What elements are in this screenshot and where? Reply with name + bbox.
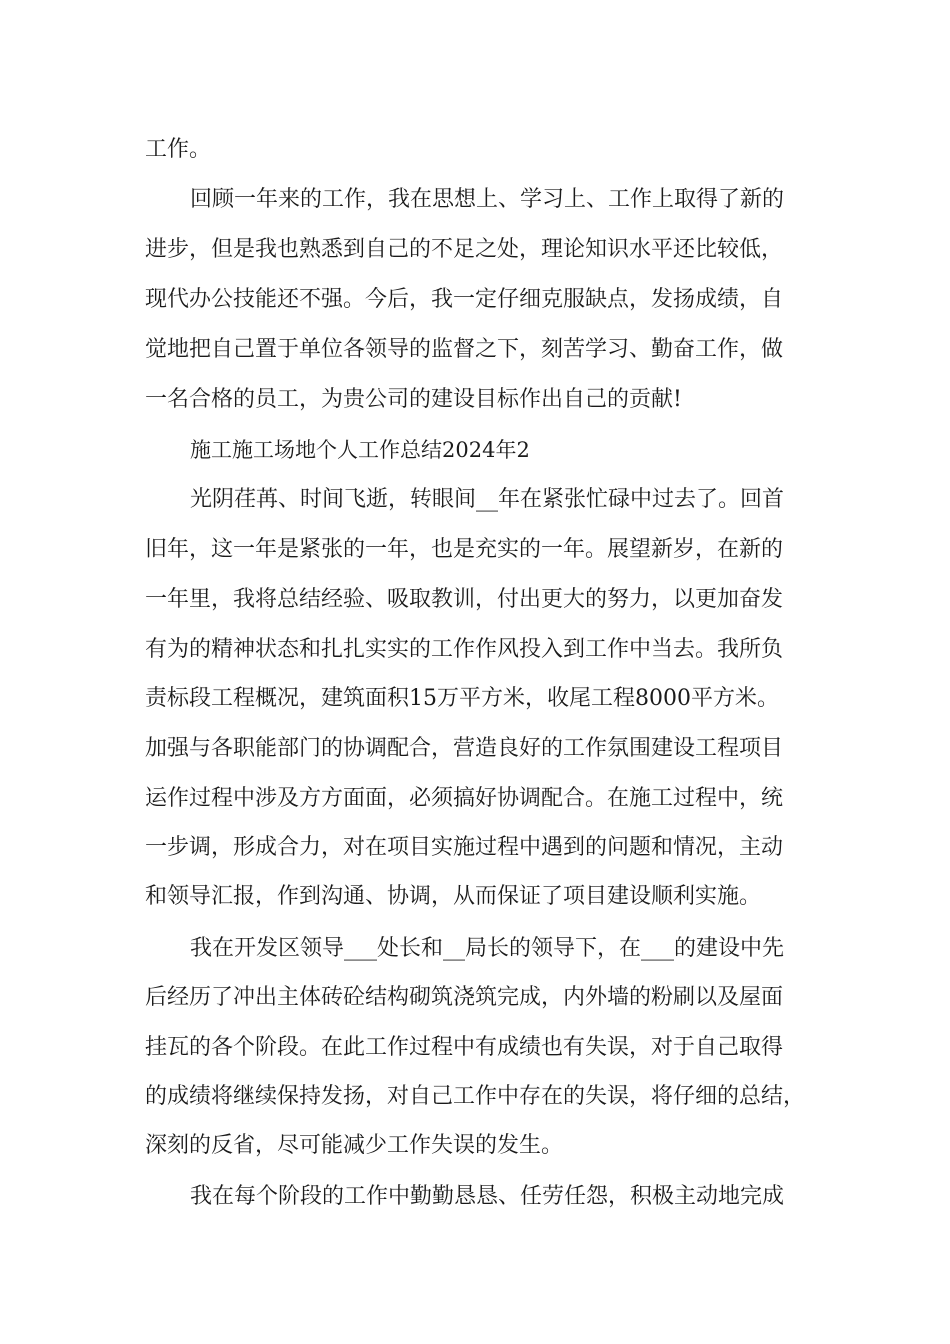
text-line: 一步调，形成合力，对在项目实施过程中遇到的问题和情况，主动: [145, 835, 784, 860]
text-line: 工作。: [145, 137, 212, 162]
text-line: 旧年，这一年是紧张的一年，也是充实的一年。展望新岁，在新的: [145, 537, 784, 562]
text-line: 进步，但是我也熟悉到自己的不足之处，理论知识水平还比较低，: [145, 237, 784, 262]
text-line: 运作过程中涉及方方面面，必须搞好协调配合。在施工过程中，统: [145, 786, 784, 811]
text-line: 挂瓦的各个阶段。在此工作过程中有成绩也有失误，对于自己取得: [145, 1035, 784, 1060]
text-line: 回顾一年来的工作，我在思想上、学习上、工作上取得了新的: [190, 187, 785, 212]
text-line: 现代办公技能还不强。今后，我一定仔细克服缺点，发扬成绩，自: [145, 287, 784, 312]
text-line: 我在开发区领导___处长和__局长的领导下，在___的建设中先: [190, 936, 785, 961]
text-line: 觉地把自己置于单位各领导的监督之下，刻苦学习、勤奋工作，做: [145, 337, 784, 362]
text-line: 有为的精神状态和扎扎实实的工作作风投入到工作中当去。我所负: [145, 637, 784, 662]
text-line: 后经历了冲出主体砖砼结构砌筑浇筑完成，内外墙的粉刷以及屋面: [145, 985, 784, 1010]
text-line: 深刻的反省，尽可能减少工作失误的发生。: [145, 1133, 564, 1158]
text-line: 加强与各职能部门的协调配合，营造良好的工作氛围建设工程项目: [145, 736, 784, 761]
text-line: 责标段工程概况，建筑面积15万平方米，收尾工程8000平方米。: [145, 686, 779, 711]
text-line: 光阴荏苒、时间飞逝，转眼间__年在紧张忙碌中过去了。回首: [190, 487, 785, 512]
text-line: 的成绩将继续保持发扬，对自己工作中存在的失误，将仔细的总结，: [145, 1084, 806, 1109]
section-heading: 施工施工场地个人工作总结2024年2: [190, 438, 530, 462]
text-line: 和领导汇报，作到沟通、协调，从而保证了项目建设顺利实施。: [145, 884, 762, 909]
text-line: 我在每个阶段的工作中勤勤恳恳、任劳任怨，积极主动地完成: [190, 1184, 785, 1209]
text-line: 一年里，我将总结经验、吸取教训，付出更大的努力，以更加奋发: [145, 587, 784, 612]
text-line: 一名合格的员工，为贵公司的建设目标作出自己的贡献!: [145, 387, 682, 412]
